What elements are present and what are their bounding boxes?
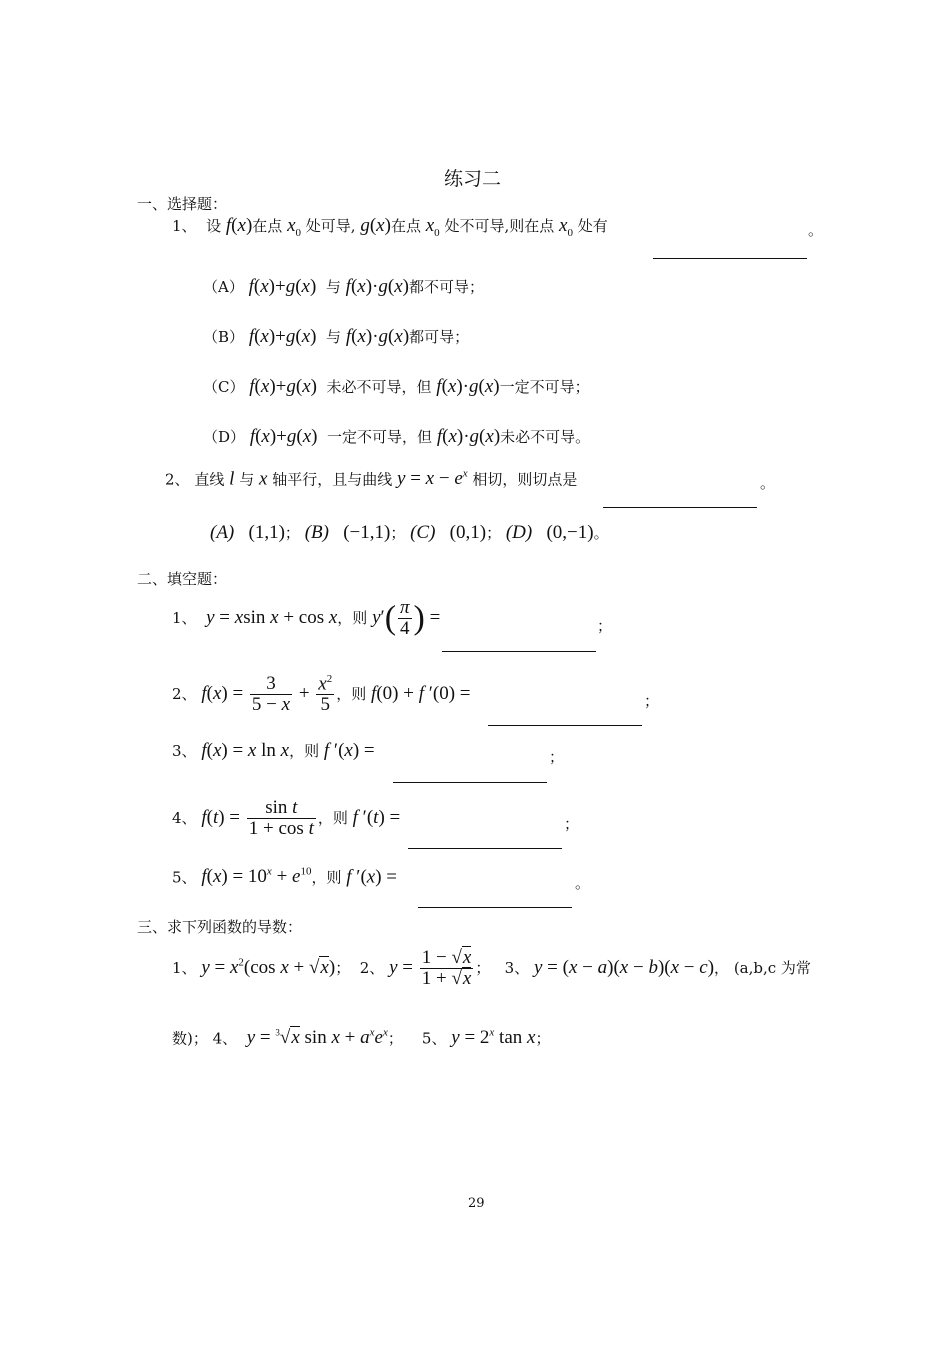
page-number: 29: [468, 1196, 485, 1211]
section-heading-fill: 二、填空题：: [137, 570, 228, 588]
fill-item-3: 3、 f(x) = x ln x，则 f ′(x) =: [172, 740, 375, 761]
fill-item-3-end: ；: [549, 748, 565, 766]
option-c: （C） f(x)+g(x) 未必不可导，但 f(x)·g(x)一定不可导；: [203, 376, 590, 397]
question-2-stem: 2、 直线 l 与 x 轴平行，且与曲线 $y = x - e^x$ 相切，则切点是: [165, 468, 578, 490]
answer-blank-fill-2[interactable]: [488, 725, 642, 726]
option-d: （D） f(x)+g(x) 一定不可导，但 f(x)·g(x)未必不可导。: [203, 426, 591, 447]
option-a: （A） f(x)+g(x) 与 f(x)·g(x)都不可导；: [203, 276, 484, 297]
answer-blank-q2[interactable]: [603, 507, 757, 508]
page-title: 练习二: [444, 168, 502, 190]
option-b: （B） f(x)+g(x) 与 f(x)·g(x)都可导；: [203, 326, 470, 347]
fill-item-5: 5、 $f(x) = 10^x + e^{10}$，则 f ′(x) =: [172, 866, 398, 888]
answer-blank-fill-3[interactable]: [393, 782, 547, 783]
question-1-stem: 1、 设 f(x)在点 $x_0$ 处可导, g(x)在点 $x_0$ 处不可导,则在点 $x_0$ 处有: [172, 215, 608, 239]
question-2-options: (A) (1,1)； (B) (−1,1)； (C) (0,1)； (D) (0,−1)。: [210, 522, 609, 543]
question-1-end: 。: [808, 221, 824, 239]
derivatives-line-1: 1、 $y = x^2(\cos$ x + √x)； 2、 y = $\frac{1 - √x}{1 + √x}$ ； 3、 y = (x − a)(x − b)(x − c)， (a,b,c 为常: [172, 947, 811, 989]
section-heading-choice: 一、选择题：: [137, 195, 228, 213]
derivatives-line-2: 数)； 4、 y = $^3$√x $\sin x + a^xe^x$； 5、 $y = 2^x$ tan x；: [172, 1027, 551, 1049]
question-2-end: 。: [760, 474, 776, 492]
section-heading-derivatives: 三、求下列函数的导数：: [137, 918, 303, 936]
fill-item-2-end: ；: [644, 692, 660, 710]
fill-item-5-end: 。: [575, 874, 591, 892]
answer-blank-fill-1[interactable]: [442, 651, 596, 652]
fill-item-4: 4、 f(t) = $\frac{\text{sin t}}{\text{1 + cos t}}$ ，则 f ′(t) =: [172, 797, 401, 839]
answer-blank-fill-5[interactable]: [418, 907, 572, 908]
fill-item-4-end: ；: [564, 815, 580, 833]
answer-blank-fill-4[interactable]: [408, 848, 562, 849]
fill-item-2: 2、 f(x) = $\frac{3}{5 - x}$ + $\frac{x^2}{5}$ ，则 f(0) + f ′(0) =: [172, 673, 471, 716]
fill-item-1: 1、 y = xsin x + cos x，则 y′( $\frac{\pi}{4}$ ) =: [172, 597, 441, 639]
answer-blank-q1[interactable]: [653, 258, 807, 259]
fill-item-1-end: ；: [597, 617, 613, 635]
